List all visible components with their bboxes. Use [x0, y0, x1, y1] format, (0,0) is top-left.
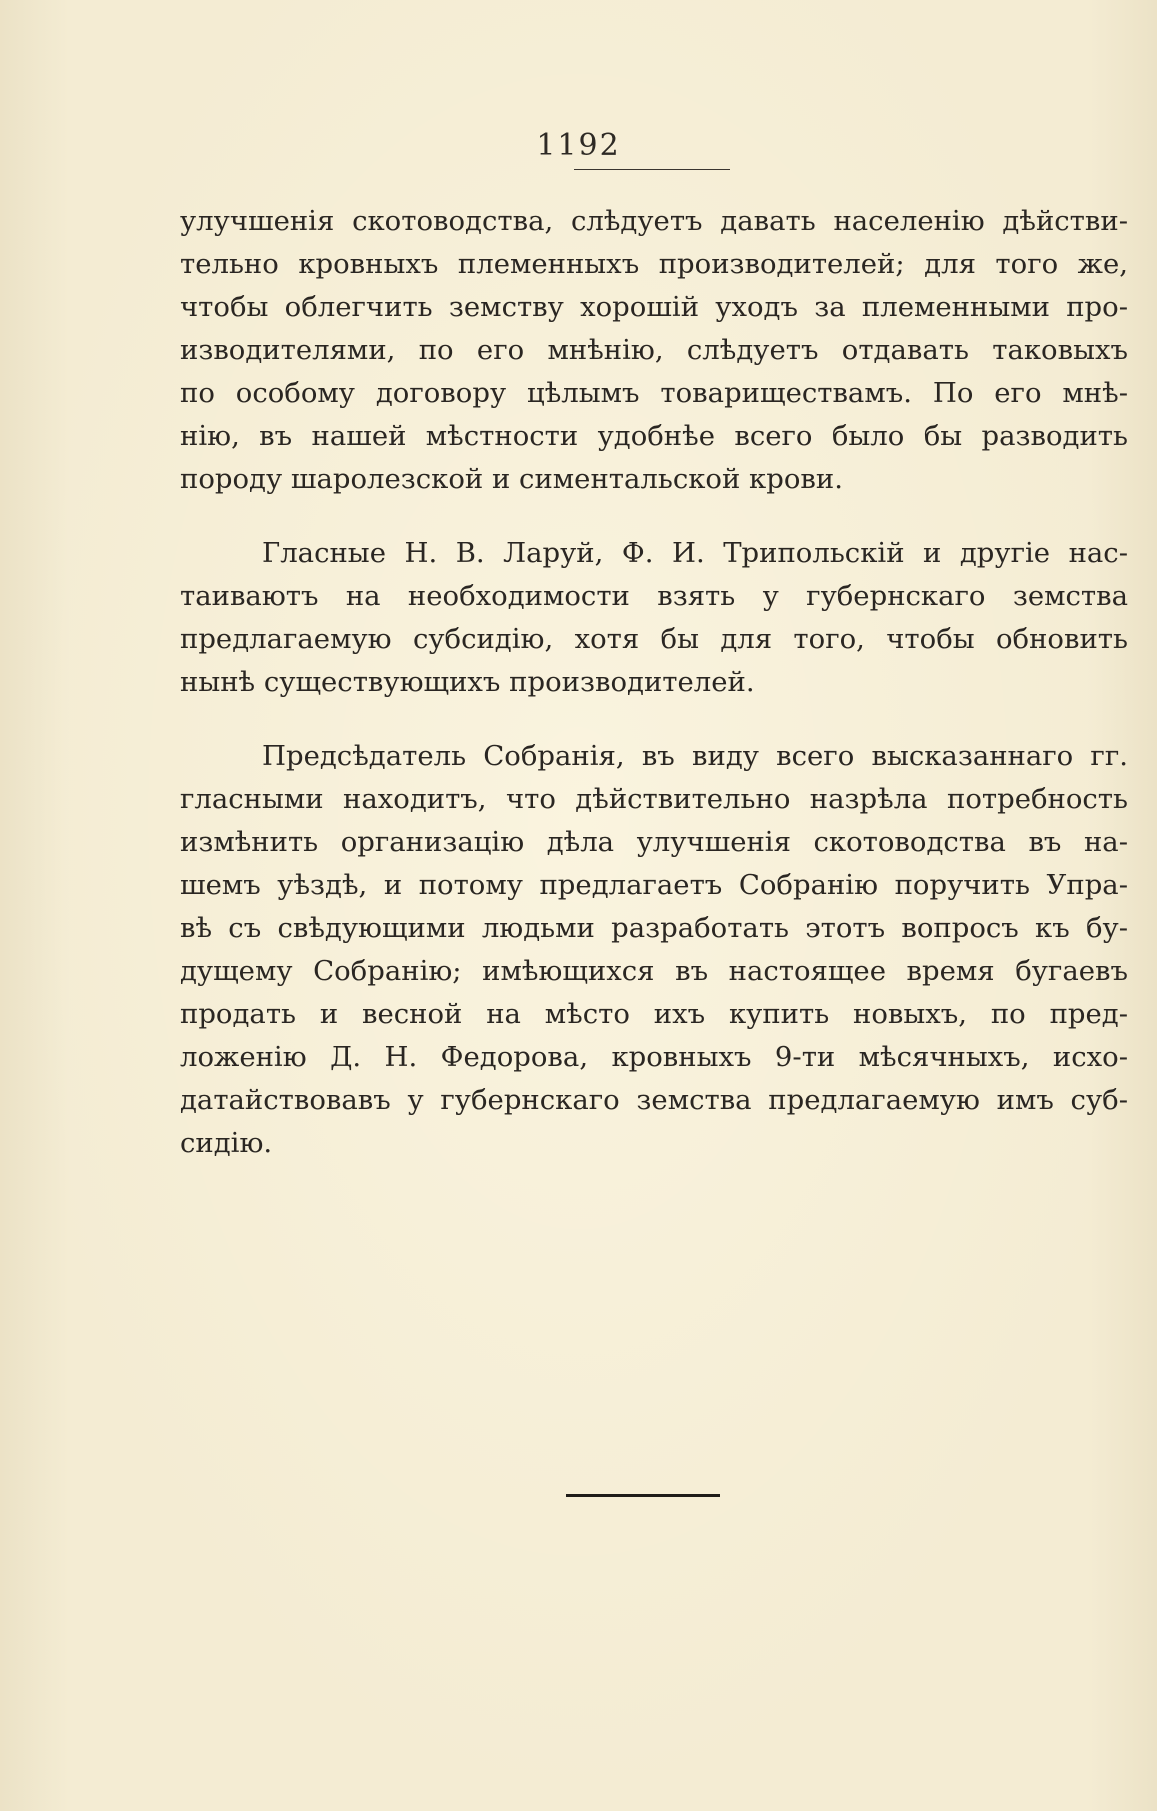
text-line: улучшенія скотоводства, слѣдуетъ давать населенію дѣйстви-: [180, 205, 1128, 237]
text-line: шемъ уѣздѣ, и потому предлагаетъ Собранію поручить Упра-: [180, 869, 1128, 901]
text-line: нію, въ нашей мѣстности удобнѣе всего было бы разводить: [180, 420, 1128, 452]
paragraph-3: [180, 735, 1128, 1165]
text-line: нынѣ существующихъ производителей.: [180, 666, 755, 698]
text-line: сидію.: [180, 1127, 273, 1159]
text-line: ложенію Д. Н. Федорова, кровныхъ 9-ти мѣсячныхъ, исхо-: [180, 1041, 1128, 1073]
text-line: чтобы облегчить земству хорошій уходъ за племенными про-: [180, 291, 1128, 323]
text-line: датайствовавъ у губернскаго земства предлагаемую имъ суб-: [180, 1084, 1128, 1116]
text-line: гласными находитъ, что дѣйствительно назрѣла потребность: [180, 783, 1128, 815]
paragraph-2: [180, 532, 1128, 704]
page-number: 1192: [536, 128, 621, 163]
text-line: по особому договору цѣлымъ товариществамъ. По его мнѣ-: [180, 377, 1128, 409]
text-line: продать и весной на мѣсто ихъ купить новыхъ, по пред-: [180, 998, 1128, 1030]
end-rule: [566, 1494, 720, 1497]
text-line: Гласные Н. В. Ларуй, Ф. И. Трипольскій и другіе нас-: [262, 537, 1128, 569]
text-line: породу шаролезской и симентальской крови.: [180, 463, 843, 495]
text-line: измѣнить организацію дѣла улучшенія скотоводства въ на-: [180, 826, 1128, 858]
text-line: тельно кровныхъ племенныхъ производителей; для того же,: [180, 248, 1128, 280]
header-rule: [574, 169, 730, 170]
text-line: таиваютъ на необходимости взять у губернскаго земства: [180, 580, 1128, 612]
text-line: Предсѣдатель Собранія, въ виду всего высказаннаго гг.: [262, 740, 1128, 772]
paragraph-1: [180, 200, 1128, 501]
text-line: вѣ съ свѣдующими людьми разработать этотъ вопросъ къ бу-: [180, 912, 1128, 944]
text-line: дущему Собранію; имѣющихся въ настоящее время бугаевъ: [180, 955, 1128, 987]
body-text: [180, 200, 1128, 1196]
text-line: изводителями, по его мнѣнію, слѣдуетъ отдавать таковыхъ: [180, 334, 1128, 366]
text-line: предлагаемую субсидію, хотя бы для того, чтобы обновить: [180, 623, 1128, 655]
